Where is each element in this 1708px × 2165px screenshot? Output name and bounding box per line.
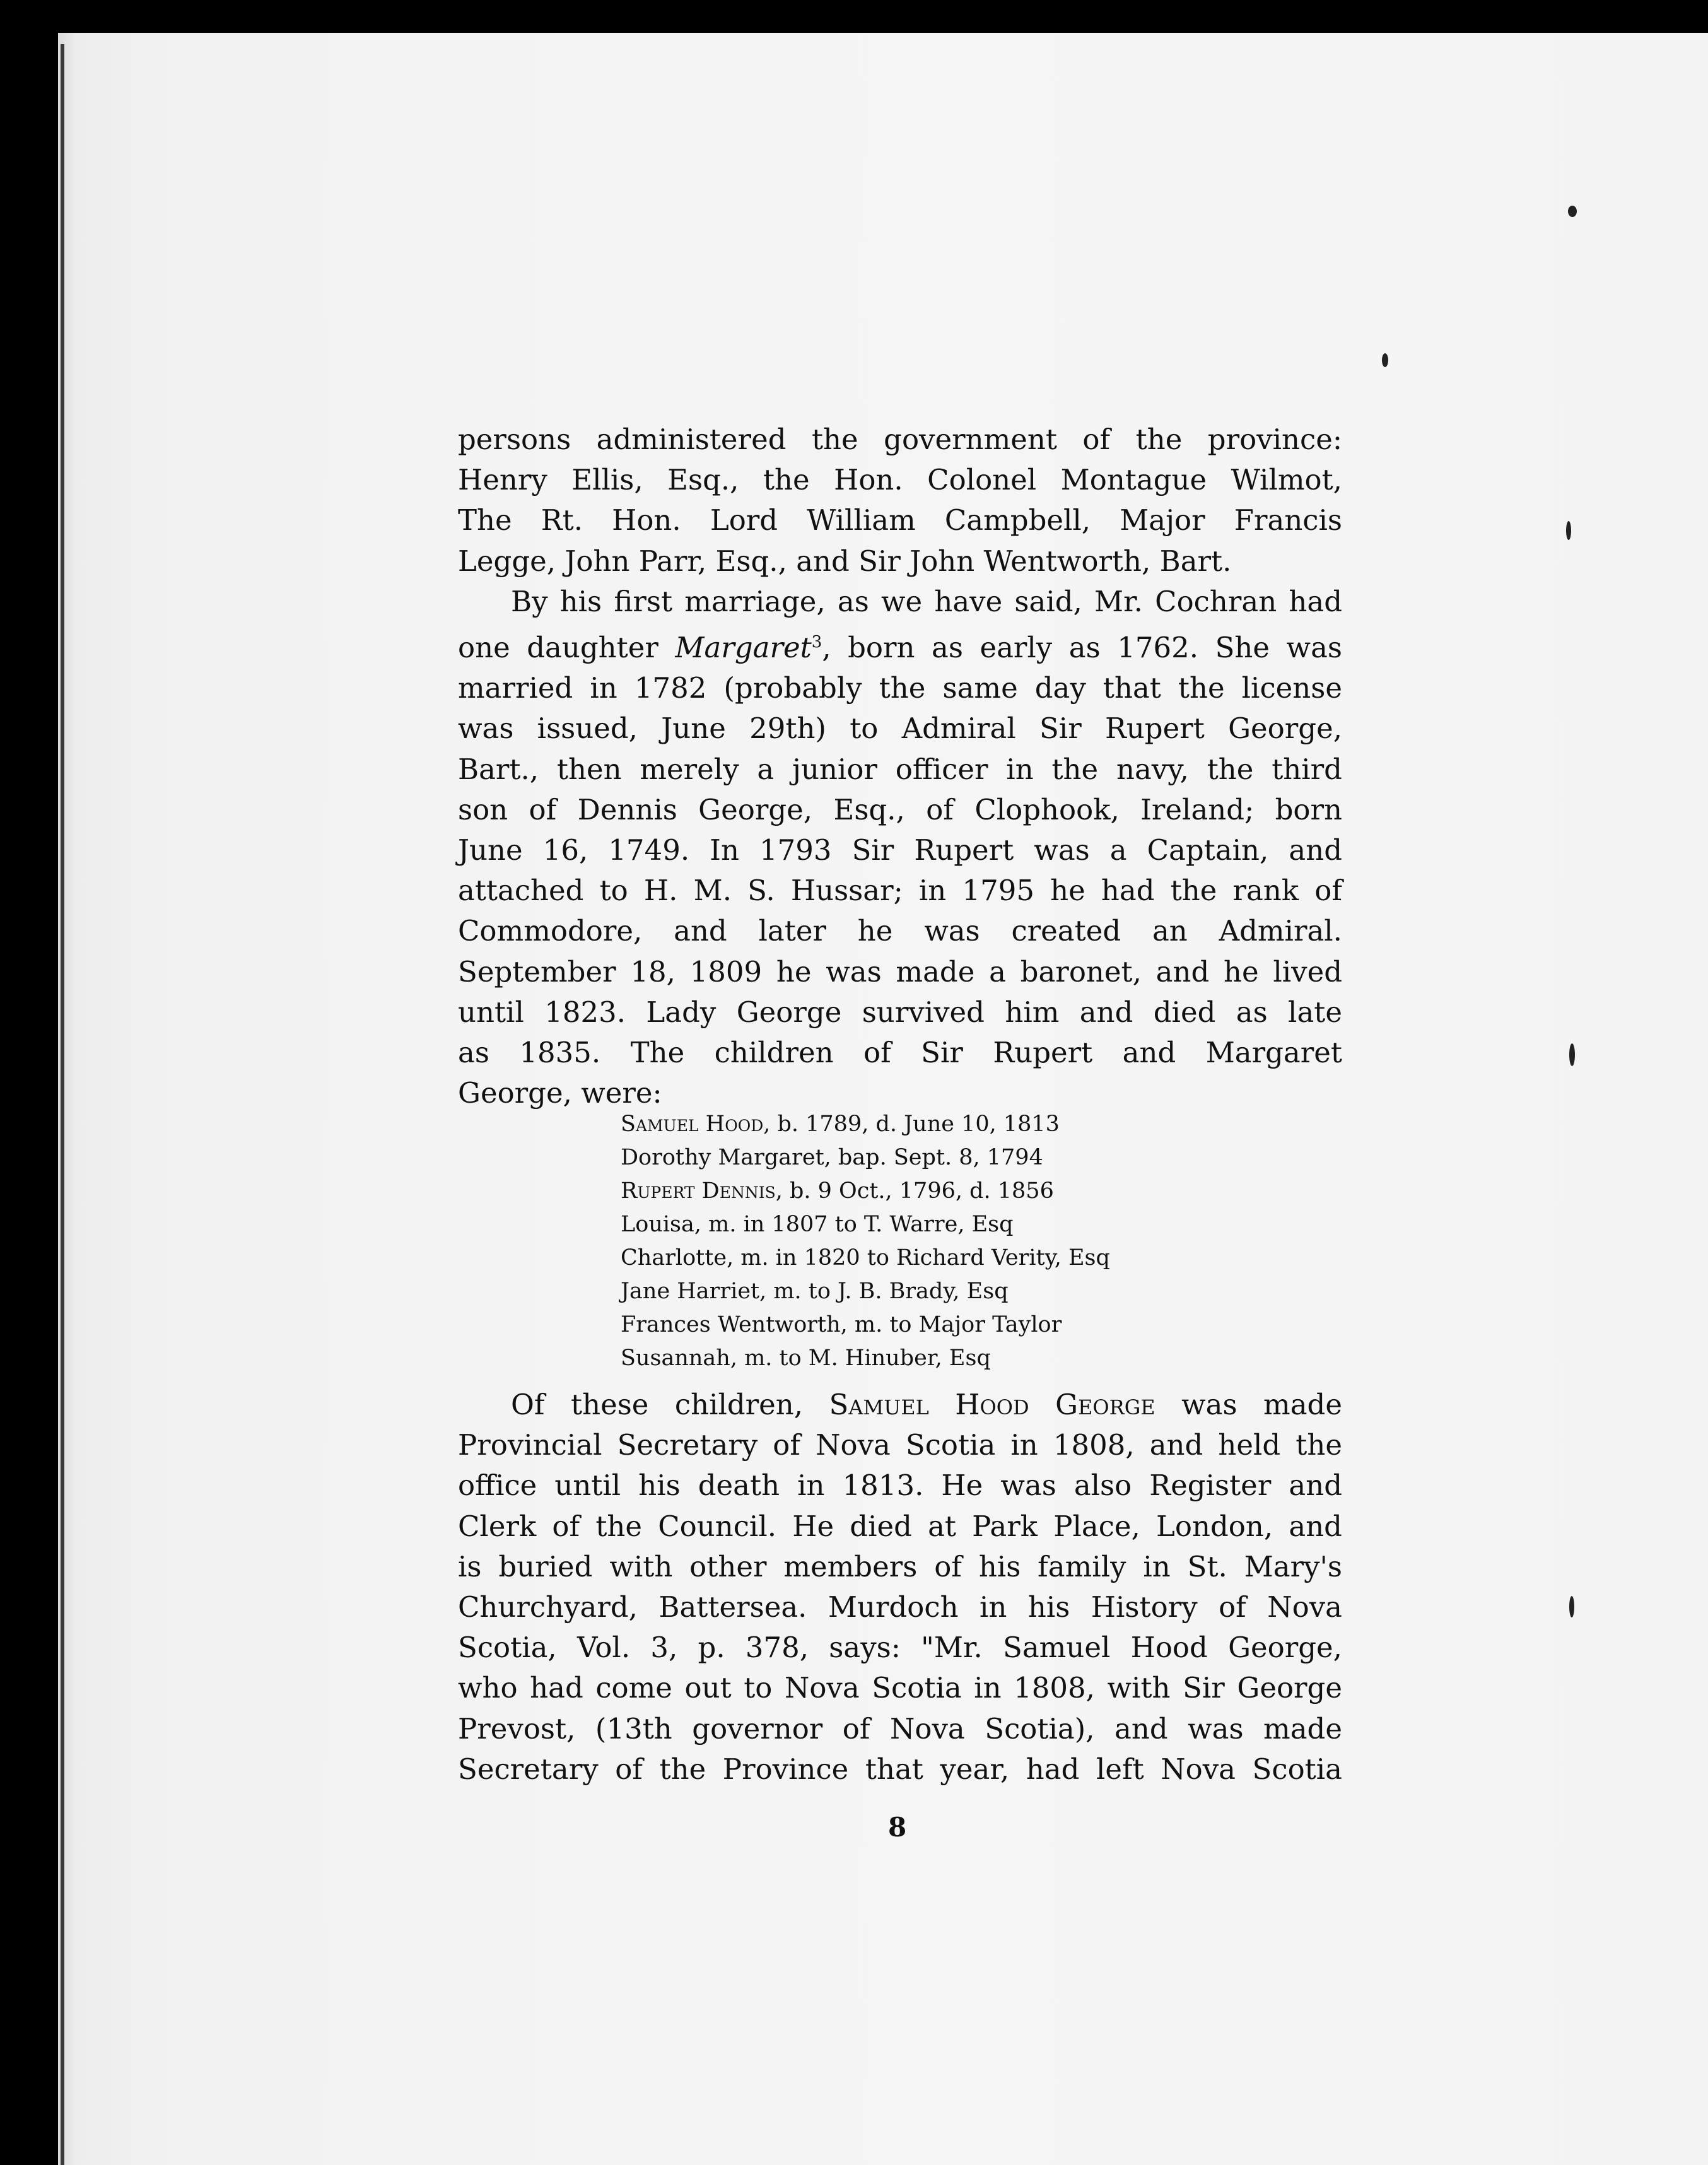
child-details: Dorothy Margaret, bap. Sept. 8, 1794 [621, 1145, 1043, 1170]
samuel-hood-george-name: Samuel Hood George [829, 1388, 1155, 1421]
child-details: Susannah, m. to M. Hinuber, Esq [621, 1346, 991, 1371]
page-number: 8 [888, 1812, 907, 1843]
scan-speck [1566, 521, 1571, 540]
body-text-top [458, 420, 1342, 1113]
text-line: who had come out to Nova Scotia in 1808, with Sir George [458, 1671, 1342, 1705]
list-item [621, 1241, 1251, 1275]
text-line: George, were: [458, 1076, 662, 1110]
list-item [621, 1275, 1251, 1308]
child-details: Frances Wentworth, m. to Major Taylor [621, 1312, 1062, 1337]
text-line: is buried with other members of his family in St. Mary's [458, 1549, 1342, 1583]
scan-left-border [0, 0, 58, 2165]
paragraph-administrators [458, 420, 1342, 582]
child-details: Charlotte, m. in 1820 to Richard Verity, Esq [621, 1245, 1110, 1270]
text-line: office until his death in 1813. He was also Register and [458, 1469, 1342, 1503]
text-line: By his first marriage, as we have said, Mr. Cochran had [511, 584, 1342, 618]
paragraph-samuel-hood-george [458, 1385, 1342, 1790]
child-details: , b. 1789, d. June 10, 1813 [763, 1112, 1060, 1137]
list-item [621, 1342, 1251, 1375]
text-line: June 16, 1749. In 1793 Sir Rupert was a Captain, and [458, 833, 1342, 867]
text-line: Provincial Secretary of Nova Scotia in 1808, and held the [458, 1428, 1342, 1462]
margaret-name: Margaret [675, 631, 812, 665]
text-line: Bart., then merely a junior officer in the navy, the third [458, 752, 1342, 786]
list-item [621, 1141, 1251, 1175]
text-line: September 18, 1809 he was made a baronet, and he lived [458, 954, 1342, 989]
text-line: was issued, June 29th) to Admiral Sir Rupert George, [458, 712, 1342, 746]
text-line: Churchyard, Battersea. Murdoch in his History of Nova [458, 1590, 1342, 1624]
child-details: Louisa, m. in 1807 to T. Warre, Esq [621, 1212, 1014, 1237]
text-line: until 1823. Lady George survived him and died as late [458, 995, 1342, 1029]
paragraph-first-marriage [458, 582, 1342, 1114]
list-item [621, 1308, 1251, 1342]
footnote-ref: 3 [811, 633, 822, 652]
text-line: Henry Ellis, Esq., the Hon. Colonel Montague Wilmot, [458, 463, 1342, 497]
child-details: Jane Harriet, m. to J. B. Brady, Esq [621, 1279, 1009, 1304]
text-line: as 1835. The children of Sir Rupert and Margaret [458, 1036, 1342, 1070]
scan-speck [1569, 1043, 1575, 1066]
text-fragment: was made [1155, 1388, 1342, 1421]
scan-speck [1569, 1596, 1574, 1617]
scan-speck [1382, 353, 1388, 367]
list-item [621, 1175, 1251, 1208]
text-fragment: , born as early as 1762. She was [822, 631, 1342, 665]
scan-top-border [0, 0, 1708, 33]
scan-speck [1568, 206, 1577, 217]
text-line: Legge, John Parr, Esq., and Sir John Wentworth, Bart. [458, 544, 1232, 578]
text-line: Commodore, and later he was created an Admiral. [458, 914, 1342, 948]
children-list [621, 1108, 1251, 1375]
text-line: Prevost, (13th governor of Nova Scotia), and was made [458, 1711, 1342, 1745]
body-text-bottom [458, 1385, 1342, 1790]
child-name: Samuel Hood [621, 1112, 764, 1137]
list-item [621, 1108, 1251, 1141]
child-details: , b. 9 Oct., 1796, d. 1856 [775, 1178, 1054, 1204]
text-line: The Rt. Hon. Lord William Campbell, Major Francis [458, 503, 1342, 537]
text-line [458, 622, 1342, 668]
text-line: Secretary of the Province that year, had left Nova Scotia [458, 1752, 1342, 1786]
page-binding-edge [61, 44, 64, 2165]
child-name: Rupert Dennis [621, 1178, 776, 1204]
text-fragment: Of these children, [511, 1388, 829, 1421]
text-line: persons administered the government of the province: [458, 423, 1342, 456]
text-line: married in 1782 (probably the same day that the license [458, 671, 1342, 705]
text-line: Clerk of the Council. He died at Park Place, London, and [458, 1509, 1342, 1543]
text-line: son of Dennis George, Esq., of Clophook, Ireland; born [458, 792, 1342, 826]
text-line: attached to H. M. S. Hussar; in 1795 he had the rank of [458, 874, 1342, 908]
text-fragment: one daughter [458, 631, 676, 665]
text-line: Scotia, Vol. 3, p. 378, says: "Mr. Samuel Hood George, [458, 1631, 1342, 1665]
text-line [458, 1385, 1342, 1425]
list-item [621, 1208, 1251, 1241]
